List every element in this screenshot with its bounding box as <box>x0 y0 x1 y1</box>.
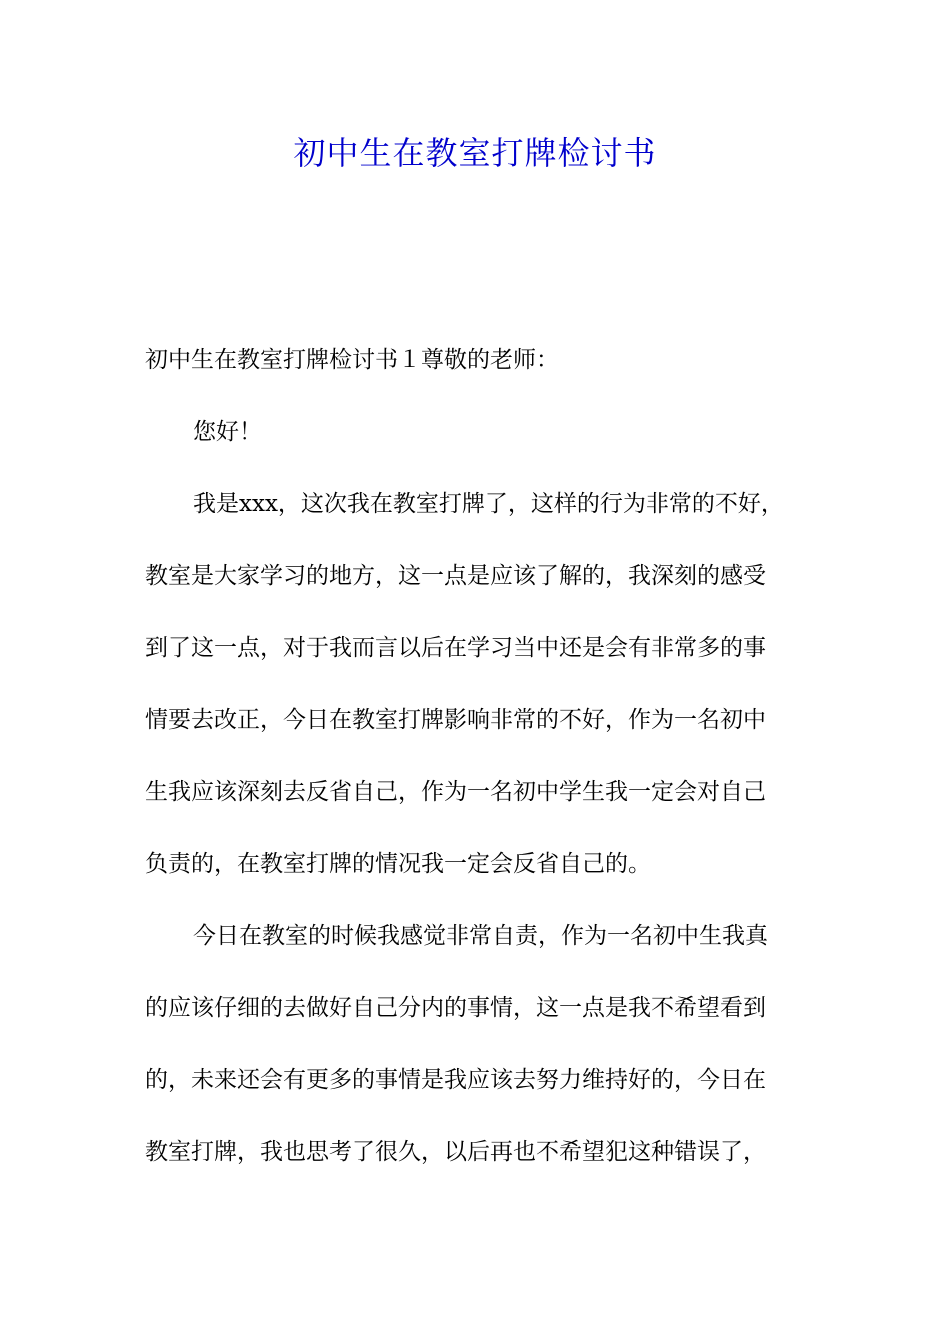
body-line: 我是xxx，这次我在教室打牌了，这样的行为非常的不好， <box>193 491 784 517</box>
document-title: 初中生在教室打牌检讨书 <box>293 134 657 172</box>
body-line: 教室是大家学习的地方，这一点是应该了解的，我深刻的感受 <box>145 563 766 589</box>
body-line: 负责的，在教室打牌的情况我一定会反省自己的。 <box>145 851 651 877</box>
body-line: 情要去改正，今日在教室打牌影响非常的不好，作为一名初中 <box>145 707 766 733</box>
body-line: 教室打牌，我也思考了很久，以后再也不希望犯这种错误了， <box>145 1139 766 1165</box>
body-line: 的应该仔细的去做好自己分内的事情，这一点是我不希望看到 <box>145 995 766 1021</box>
body-line: 今日在教室的时候我感觉非常自责，作为一名初中生我真 <box>193 923 768 949</box>
body-line: 生我应该深刻去反省自己，作为一名初中学生我一定会对自己 <box>145 779 766 805</box>
body-line: 初中生在教室打牌检讨书１尊敬的老师： <box>145 347 559 373</box>
body-line: 的，未来还会有更多的事情是我应该去努力维持好的，今日在 <box>145 1067 766 1093</box>
body-line: 到了这一点，对于我而言以后在学习当中还是会有非常多的事 <box>145 635 766 661</box>
body-line: 您好！ <box>193 419 262 445</box>
document-body <box>145 338 817 1202</box>
